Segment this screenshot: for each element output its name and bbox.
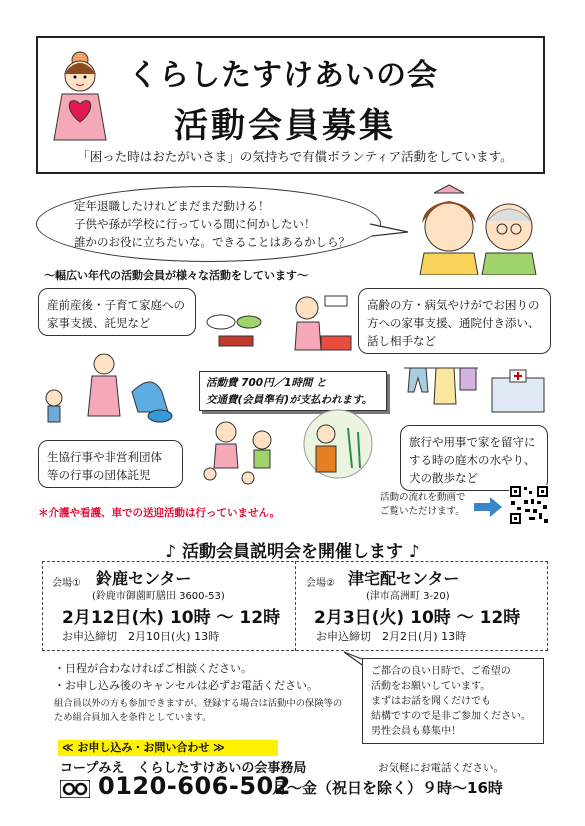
venue1-label: 会場① [52, 578, 81, 589]
org-name: コープみえ くらしたすけあいの会事務局 [60, 761, 307, 776]
venue2-deadline: お申込締切 2月2日(月) 13時 [316, 630, 467, 643]
card-line: 旅行や用事で家を留守に [409, 435, 536, 449]
note-line: ため組合員加入を条件としています。 [54, 712, 212, 723]
venue1-name: 鈴鹿センター [96, 569, 192, 588]
invitation-bubble [362, 658, 544, 744]
card-line: 高齢の方・病気やけがでお困りの [367, 298, 540, 312]
venue2-name: 津宅配センター [348, 569, 460, 588]
page-title-line1: くらしたすけあいの会 [128, 58, 438, 93]
hospital-icon [488, 368, 548, 414]
speech-bubble-text [74, 197, 374, 251]
card-line: 家事支援、託児など [47, 316, 151, 330]
mascot-illustration [50, 44, 112, 144]
garden-illustration [302, 408, 374, 486]
notice-red: ＊介護や看護、車での送迎活動は行っていません。 [38, 507, 281, 519]
bubble-line: ご都合の良い日時で、ご希望の [371, 666, 511, 677]
card-line: 方への家事支援、通院付き添い、 [367, 316, 540, 330]
page-title-line2: 活動会員募集 [174, 106, 396, 146]
speech-line: 定年退職したけれどまだまだ動ける！ [74, 199, 270, 213]
org-note: お気軽にお電話ください。 [378, 762, 504, 774]
session-title: ♪ 活動会員説明会を開催します ♪ [165, 542, 420, 562]
payment-line2: 交通費(会員準有)が支払われます。 [206, 394, 373, 406]
caregiver-illustration [285, 292, 355, 356]
note-line: ・日程が合わなければご相談ください。 [54, 662, 252, 675]
note-line: ・お申し込み後のキャンセルは必ずお電話ください。 [54, 679, 318, 692]
card-line: 犬の散歩など [409, 471, 478, 485]
notes [54, 660, 318, 694]
business-hours: 月～金（祝日を除く）９時～16時 [272, 779, 503, 797]
bubble-line: まずはお話を聞くだけでも [371, 696, 491, 707]
venue2-address: (津市高洲町 3-20) [366, 591, 450, 602]
membership-note [54, 697, 342, 725]
card-childcare [38, 288, 196, 336]
video-line: ご覧いただけます。 [380, 506, 465, 517]
subtitle: 「困った時はおたがいさま」の気持ちで有償ボランティア活動をしています。 [77, 149, 513, 164]
contact-bar: ≪ お申し込み・お問い合わせ ≫ [58, 740, 278, 756]
video-note [380, 491, 466, 519]
arrow-right-icon [474, 497, 502, 517]
venue2-label: 会場② [306, 578, 335, 589]
free-dial-icon [60, 780, 90, 798]
card-line: 等の行事の団体託児 [47, 468, 151, 482]
speech-line: 子供や孫が学校に行っている間に何かしたい！ [74, 217, 316, 231]
cleaning-illustration [42, 352, 182, 424]
payment-line1: 活動費 700円／1時間 と [206, 377, 327, 389]
speech-line: 誰かのお役に立ちたいな。できることはあるかしら？ [74, 235, 350, 249]
food-bowls-illustration [205, 300, 263, 352]
card-line: 産前産後・子育て家庭への [47, 298, 185, 312]
venue-divider [295, 561, 296, 651]
video-line: 活動の流れを動画で [380, 492, 466, 503]
venue1-date: 2月12日(木) 10時 ～ 12時 [62, 608, 281, 628]
couple-illustration [404, 183, 554, 275]
card-line: 話し相手など [367, 334, 436, 348]
note-line: 組合員以外の方も参加できますが、登録する場合は活動中の保険等の [54, 698, 343, 709]
venue2-date: 2月3日(火) 10時 ～ 12時 [314, 608, 521, 628]
payment-box [199, 371, 387, 411]
venue1-deadline: お申込締切 2月10日(火) 13時 [62, 630, 220, 643]
bubble-line: 男性会員も募集中！ [371, 726, 461, 737]
card-line: 生協行事や非営利団体 [47, 450, 162, 464]
group-childcare-illustration [198, 418, 288, 488]
card-coop-events [38, 440, 183, 488]
card-elderly [358, 288, 551, 354]
laundry-illustration [402, 360, 480, 412]
phone-number[interactable]: 0120-606-502 [98, 772, 291, 800]
card-line: する時の庭木の水やり、 [409, 453, 536, 467]
bubble-line: 結構ですので是非ご参加ください。 [371, 711, 531, 722]
venue1-address: (鈴鹿市御薗町膳田 3600-53) [92, 591, 225, 602]
card-travel [400, 425, 548, 491]
activities-caption: ～幅広い年代の活動会員が様々な活動をしています～ [44, 269, 308, 282]
bubble-line: 活動をお願いしています。 [371, 681, 491, 692]
qr-code-icon[interactable] [509, 485, 549, 525]
